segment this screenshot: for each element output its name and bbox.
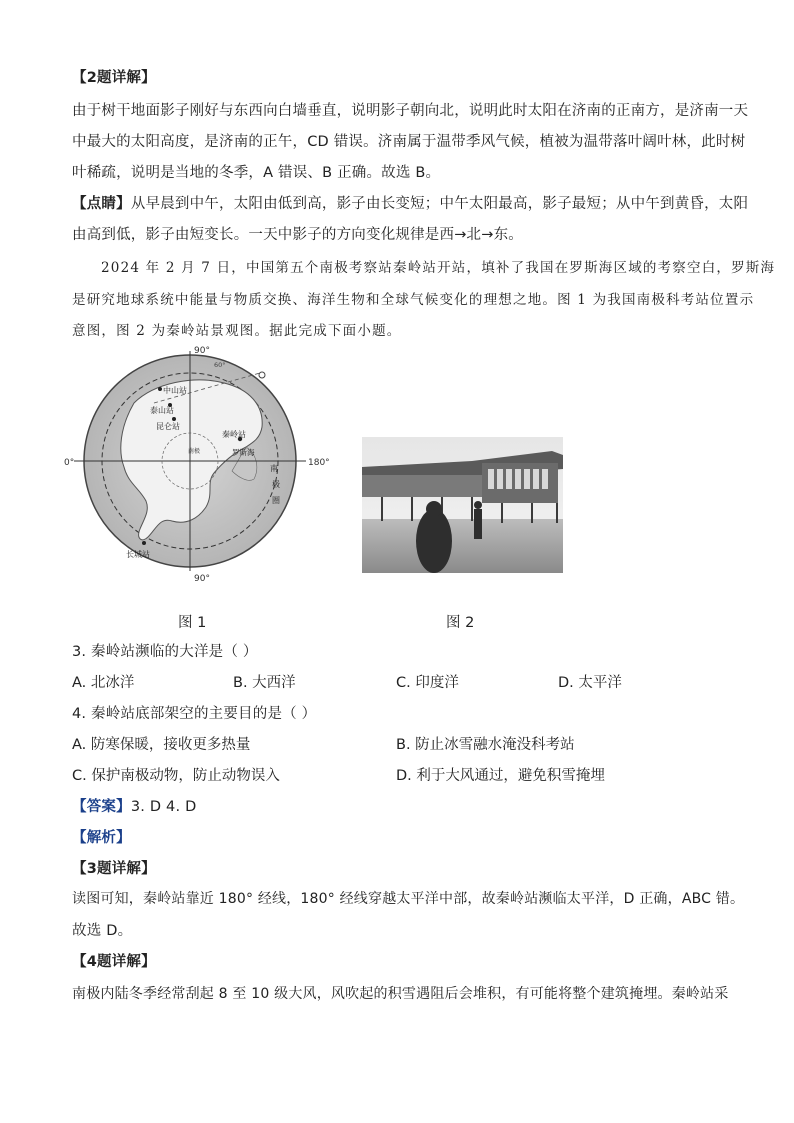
svg-text:极: 极	[272, 480, 280, 489]
label-changcheng: 长城站	[126, 550, 150, 559]
q3-option-b: B. 大西洋	[233, 675, 296, 691]
svg-text:南: 南	[270, 464, 278, 473]
section2-line-1: 由于树干地面影子刚好与东西向白墙垂直，说明影子朝向北，说明此时太阳在济南的正南方，是济南一天	[72, 103, 749, 119]
changcheng-station-dot	[142, 541, 146, 545]
q4-option-d: D. 利于大风通过，避免积雪掩埋	[396, 768, 605, 784]
passage-line-2: 是研究地球系统中能量与物质交换、海洋生物和全球气候变化的理想之地。图 1 为我国南极科考站位置示	[72, 292, 755, 308]
q4-option-c: C. 保护南极动物，防止动物误入	[72, 768, 280, 784]
note-line-2: 由高到低，影子由短变长。一天中影子的方向变化规律是西→北→东。	[72, 227, 523, 243]
building-body	[362, 475, 492, 497]
answer-text: 3. D 4. D	[130, 799, 197, 815]
label-left: 0°	[64, 458, 75, 468]
section2-header: 【2题详解】	[72, 70, 156, 86]
q3-option-a: A. 北冰洋	[72, 675, 135, 691]
zhongshan-station-dot	[158, 387, 162, 391]
label-kunlun: 昆仑站	[156, 422, 180, 431]
label-bottom: 90°	[194, 574, 210, 584]
qinling-station-photo	[362, 437, 563, 573]
passage-line-1: 2024 年 2 月 7 日，中国第五个南极考察站秦岭站开站，填补了我国在罗斯海区域的考察空白，罗斯海	[101, 260, 776, 276]
section4-line-1: 南极内陆冬季经常刮起 8 至 10 级大风，风吹起的积雪遇阻后会堆积，有可能将整个建筑掩埋。秦岭站采	[72, 986, 729, 1002]
answer-label: 【答案】	[72, 799, 131, 815]
section3-line-1: 读图可知，秦岭站靠近 180° 经线，180° 经线穿越太平洋中部，故秦岭站濒临太平洋，D 正确，ABC 错。	[72, 891, 745, 907]
label-top: 90°	[194, 346, 210, 356]
q3-stem: 3. 秦岭站濒临的大洋是（ ）	[72, 644, 258, 660]
note-line-1	[72, 192, 748, 213]
q4-stem: 4. 秦岭站底部架空的主要目的是（ ）	[72, 706, 317, 722]
label-taishan: 泰山站	[150, 406, 174, 415]
antarctica-map	[64, 343, 336, 585]
passage-line-3: 意图，图 2 为秦岭站景观图。据此完成下面小题。	[72, 323, 402, 339]
figure1-caption: 图 1	[178, 615, 207, 631]
svg-text:圈: 圈	[272, 496, 280, 505]
marker-circle	[259, 372, 265, 378]
label-lat: 60°	[214, 361, 226, 369]
label-zhongshan: 中山站	[163, 386, 187, 395]
section2-line-2: 中最大的太阳高度，是济南的正午，CD 错误。济南属于温带季风气候，植被为温带落叶阔叶林，此时树	[72, 134, 746, 150]
section3-header: 【3题详解】	[72, 861, 156, 877]
analysis-label: 【解析】	[72, 830, 131, 846]
q3-option-d: D. 太平洋	[558, 675, 622, 691]
note-label: 【点睛】	[72, 196, 131, 212]
section2-line-3: 叶稀疏，说明是当地的冬季，A 错误、B 正确。故选 B。	[72, 165, 441, 181]
section3-line-2: 故选 D。	[72, 923, 133, 939]
photo-ground	[362, 519, 563, 573]
q4-option-b: B. 防止冰雪融水淹没科考站	[396, 737, 575, 753]
label-ross-sea: 罗斯海	[232, 448, 255, 457]
label-pole: 南极	[188, 448, 201, 455]
note-text-1: 从早晨到中午，太阳由低到高，影子由长变短；中午太阳最高，影子最短；从中午到黄昏，太阳	[130, 196, 749, 212]
figure2-caption: 图 2	[446, 615, 475, 631]
section4-header: 【4题详解】	[72, 954, 156, 970]
q4-option-a: A. 防寒保暖，接收更多热量	[72, 737, 251, 753]
label-right: 180°	[308, 458, 330, 468]
answer-line	[72, 795, 196, 816]
kunlun-station-dot	[172, 417, 176, 421]
label-qinling: 秦岭站	[222, 430, 246, 439]
q3-option-c: C. 印度洋	[396, 675, 459, 691]
